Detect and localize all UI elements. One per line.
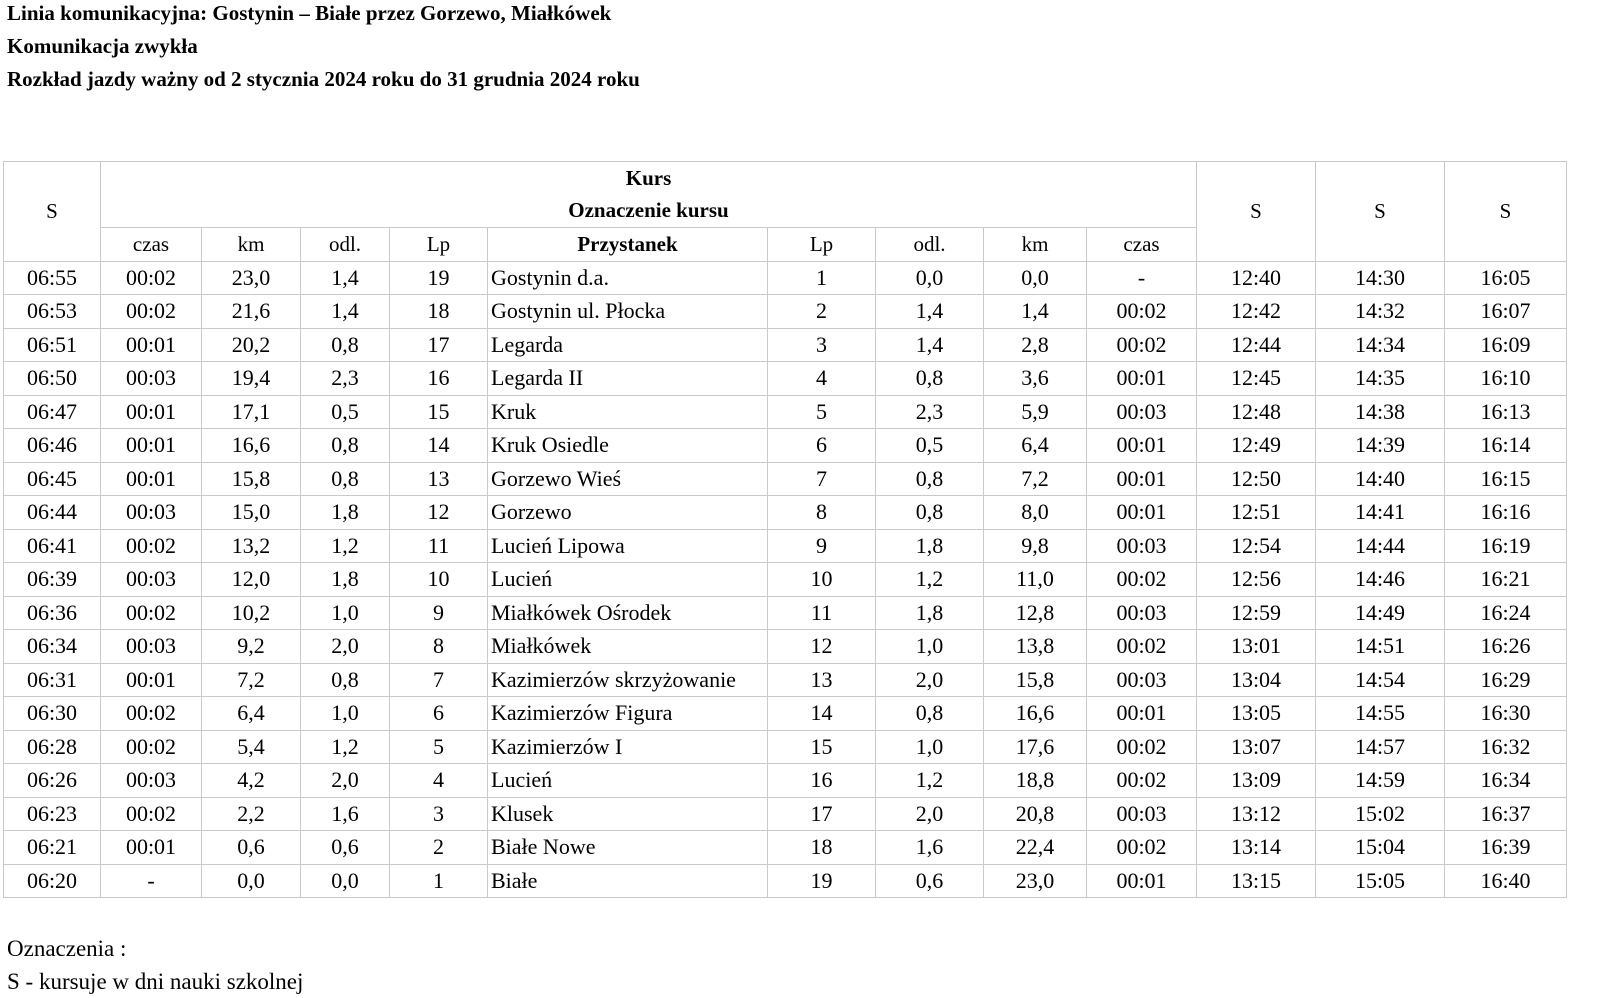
departure-1: 12:54 bbox=[1197, 529, 1316, 563]
fwd-km: 12,8 bbox=[984, 596, 1087, 630]
back-lp: 6 bbox=[390, 697, 488, 731]
departure-3: 16:29 bbox=[1445, 663, 1567, 697]
departure-3: 16:16 bbox=[1445, 496, 1567, 530]
return-time: 06:28 bbox=[4, 730, 101, 764]
fwd-km: 3,6 bbox=[984, 362, 1087, 396]
table-row bbox=[4, 529, 1567, 563]
fwd-czas: 00:02 bbox=[1087, 328, 1197, 362]
fwd-odl: 0,8 bbox=[876, 462, 984, 496]
departure-1: 13:04 bbox=[1197, 663, 1316, 697]
return-time: 06:39 bbox=[4, 563, 101, 597]
departure-1: 13:09 bbox=[1197, 764, 1316, 798]
back-odl: 1,0 bbox=[301, 697, 390, 731]
fwd-lp: 17 bbox=[768, 797, 876, 831]
table-row bbox=[4, 764, 1567, 798]
back-czas: 00:01 bbox=[101, 328, 202, 362]
departure-3: 16:26 bbox=[1445, 630, 1567, 664]
return-time: 06:55 bbox=[4, 261, 101, 295]
back-lp: 7 bbox=[390, 663, 488, 697]
stop-name: Miałkówek bbox=[488, 630, 768, 664]
fwd-czas: 00:02 bbox=[1087, 563, 1197, 597]
back-czas: 00:03 bbox=[101, 496, 202, 530]
fwd-km: 9,8 bbox=[984, 529, 1087, 563]
return-time: 06:53 bbox=[4, 295, 101, 329]
departure-2: 14:59 bbox=[1316, 764, 1445, 798]
table-row bbox=[4, 328, 1567, 362]
fwd-odl: 1,2 bbox=[876, 563, 984, 597]
back-km: 4,2 bbox=[202, 764, 301, 798]
departure-1: 12:59 bbox=[1197, 596, 1316, 630]
validity-period: Rozkład jazdy ważny od 2 stycznia 2024 roku do 31 grudnia 2024 roku bbox=[7, 67, 640, 91]
departure-1: 12:45 bbox=[1197, 362, 1316, 396]
fwd-lp: 19 bbox=[768, 864, 876, 898]
fwd-lp: 1 bbox=[768, 261, 876, 295]
table-row bbox=[4, 797, 1567, 831]
back-czas: 00:02 bbox=[101, 730, 202, 764]
fwd-km: 6,4 bbox=[984, 429, 1087, 463]
back-lp: 1 bbox=[390, 864, 488, 898]
col-header-s-return: S bbox=[4, 162, 101, 262]
back-lp: 10 bbox=[390, 563, 488, 597]
return-time: 06:31 bbox=[4, 663, 101, 697]
departure-2: 14:39 bbox=[1316, 429, 1445, 463]
back-km: 0,6 bbox=[202, 831, 301, 865]
back-odl: 0,0 bbox=[301, 864, 390, 898]
fwd-odl: 1,8 bbox=[876, 596, 984, 630]
back-km: 21,6 bbox=[202, 295, 301, 329]
fwd-km: 1,4 bbox=[984, 295, 1087, 329]
departure-3: 16:21 bbox=[1445, 563, 1567, 597]
back-km: 12,0 bbox=[202, 563, 301, 597]
back-km: 0,0 bbox=[202, 864, 301, 898]
departure-2: 14:49 bbox=[1316, 596, 1445, 630]
table-row bbox=[4, 831, 1567, 865]
back-czas: 00:02 bbox=[101, 697, 202, 731]
fwd-odl: 1,4 bbox=[876, 295, 984, 329]
fwd-odl: 1,6 bbox=[876, 831, 984, 865]
fwd-odl: 0,8 bbox=[876, 362, 984, 396]
back-km: 17,1 bbox=[202, 395, 301, 429]
back-lp: 15 bbox=[390, 395, 488, 429]
fwd-km: 18,8 bbox=[984, 764, 1087, 798]
departure-1: 12:48 bbox=[1197, 395, 1316, 429]
departure-1: 12:49 bbox=[1197, 429, 1316, 463]
back-lp: 19 bbox=[390, 261, 488, 295]
col-header-odl-fwd: odl. bbox=[876, 228, 984, 262]
fwd-km: 17,6 bbox=[984, 730, 1087, 764]
fwd-lp: 4 bbox=[768, 362, 876, 396]
fwd-lp: 12 bbox=[768, 630, 876, 664]
stop-name: Legarda bbox=[488, 328, 768, 362]
fwd-czas: 00:02 bbox=[1087, 295, 1197, 329]
stop-name: Gorzewo bbox=[488, 496, 768, 530]
back-lp: 5 bbox=[390, 730, 488, 764]
departure-1: 13:07 bbox=[1197, 730, 1316, 764]
back-czas: - bbox=[101, 864, 202, 898]
fwd-czas: 00:03 bbox=[1087, 797, 1197, 831]
departure-1: 12:40 bbox=[1197, 261, 1316, 295]
departure-3: 16:07 bbox=[1445, 295, 1567, 329]
departure-2: 14:30 bbox=[1316, 261, 1445, 295]
fwd-czas: 00:03 bbox=[1087, 663, 1197, 697]
departure-3: 16:32 bbox=[1445, 730, 1567, 764]
col-header-lp-fwd: Lp bbox=[768, 228, 876, 262]
col-header-s-2: S bbox=[1316, 162, 1445, 262]
fwd-km: 13,8 bbox=[984, 630, 1087, 664]
fwd-odl: 0,6 bbox=[876, 864, 984, 898]
fwd-km: 15,8 bbox=[984, 663, 1087, 697]
line-title: Linia komunikacyjna: Gostynin – Białe przez Gorzewo, Miałkówek bbox=[7, 1, 612, 25]
return-time: 06:51 bbox=[4, 328, 101, 362]
back-km: 2,2 bbox=[202, 797, 301, 831]
table-row bbox=[4, 429, 1567, 463]
back-odl: 1,8 bbox=[301, 496, 390, 530]
departure-2: 14:38 bbox=[1316, 395, 1445, 429]
fwd-czas: 00:03 bbox=[1087, 395, 1197, 429]
fwd-lp: 7 bbox=[768, 462, 876, 496]
fwd-odl: 2,3 bbox=[876, 395, 984, 429]
fwd-czas: 00:01 bbox=[1087, 429, 1197, 463]
back-lp: 17 bbox=[390, 328, 488, 362]
back-odl: 0,6 bbox=[301, 831, 390, 865]
table-row bbox=[4, 663, 1567, 697]
stop-name: Klusek bbox=[488, 797, 768, 831]
back-km: 13,2 bbox=[202, 529, 301, 563]
fwd-lp: 13 bbox=[768, 663, 876, 697]
departure-2: 14:44 bbox=[1316, 529, 1445, 563]
departure-2: 14:57 bbox=[1316, 730, 1445, 764]
back-km: 19,4 bbox=[202, 362, 301, 396]
stop-name: Kruk Osiedle bbox=[488, 429, 768, 463]
back-czas: 00:03 bbox=[101, 764, 202, 798]
back-czas: 00:01 bbox=[101, 395, 202, 429]
back-lp: 2 bbox=[390, 831, 488, 865]
departure-2: 14:32 bbox=[1316, 295, 1445, 329]
return-time: 06:30 bbox=[4, 697, 101, 731]
stop-name: Gorzewo Wieś bbox=[488, 462, 768, 496]
return-time: 06:46 bbox=[4, 429, 101, 463]
fwd-odl: 1,4 bbox=[876, 328, 984, 362]
fwd-odl: 0,0 bbox=[876, 261, 984, 295]
back-km: 6,4 bbox=[202, 697, 301, 731]
departure-1: 13:12 bbox=[1197, 797, 1316, 831]
col-header-lp-back: Lp bbox=[390, 228, 488, 262]
fwd-czas: - bbox=[1087, 261, 1197, 295]
return-time: 06:21 bbox=[4, 831, 101, 865]
stop-name: Miałkówek Ośrodek bbox=[488, 596, 768, 630]
departure-3: 16:05 bbox=[1445, 261, 1567, 295]
kurs-header: Kurs bbox=[101, 162, 1197, 195]
fwd-lp: 2 bbox=[768, 295, 876, 329]
return-time: 06:34 bbox=[4, 630, 101, 664]
fwd-odl: 0,5 bbox=[876, 429, 984, 463]
back-lp: 14 bbox=[390, 429, 488, 463]
back-odl: 1,2 bbox=[301, 529, 390, 563]
departure-2: 14:41 bbox=[1316, 496, 1445, 530]
back-km: 16,6 bbox=[202, 429, 301, 463]
fwd-odl: 1,8 bbox=[876, 529, 984, 563]
departure-3: 16:37 bbox=[1445, 797, 1567, 831]
stop-name: Lucień Lipowa bbox=[488, 529, 768, 563]
oznaczenie-kursu-header: Oznaczenie kursu bbox=[101, 195, 1197, 228]
fwd-km: 16,6 bbox=[984, 697, 1087, 731]
return-time: 06:50 bbox=[4, 362, 101, 396]
table-row bbox=[4, 395, 1567, 429]
table-row bbox=[4, 630, 1567, 664]
departure-3: 16:14 bbox=[1445, 429, 1567, 463]
fwd-lp: 15 bbox=[768, 730, 876, 764]
fwd-czas: 00:03 bbox=[1087, 529, 1197, 563]
back-odl: 0,8 bbox=[301, 663, 390, 697]
back-odl: 0,5 bbox=[301, 395, 390, 429]
table-row bbox=[4, 730, 1567, 764]
back-odl: 0,8 bbox=[301, 462, 390, 496]
fwd-czas: 00:01 bbox=[1087, 697, 1197, 731]
back-czas: 00:02 bbox=[101, 295, 202, 329]
col-header-czas-fwd: czas bbox=[1087, 228, 1197, 262]
departure-3: 16:40 bbox=[1445, 864, 1567, 898]
back-odl: 1,4 bbox=[301, 261, 390, 295]
back-lp: 11 bbox=[390, 529, 488, 563]
stop-name: Kruk bbox=[488, 395, 768, 429]
table-row bbox=[4, 496, 1567, 530]
back-lp: 16 bbox=[390, 362, 488, 396]
legend-s-description: S - kursuje w dni nauki szkolnej bbox=[7, 969, 304, 994]
fwd-lp: 3 bbox=[768, 328, 876, 362]
fwd-czas: 00:01 bbox=[1087, 462, 1197, 496]
stop-name: Gostynin ul. Płocka bbox=[488, 295, 768, 329]
departure-1: 12:44 bbox=[1197, 328, 1316, 362]
fwd-czas: 00:02 bbox=[1087, 764, 1197, 798]
fwd-czas: 00:02 bbox=[1087, 630, 1197, 664]
stop-name: Kazimierzów Figura bbox=[488, 697, 768, 731]
departure-1: 13:14 bbox=[1197, 831, 1316, 865]
fwd-lp: 11 bbox=[768, 596, 876, 630]
col-header-czas-back: czas bbox=[101, 228, 202, 262]
fwd-km: 20,8 bbox=[984, 797, 1087, 831]
return-time: 06:26 bbox=[4, 764, 101, 798]
col-header-s-3: S bbox=[1445, 162, 1567, 262]
fwd-lp: 18 bbox=[768, 831, 876, 865]
back-km: 15,8 bbox=[202, 462, 301, 496]
fwd-czas: 00:01 bbox=[1087, 496, 1197, 530]
departure-3: 16:30 bbox=[1445, 697, 1567, 731]
timetable bbox=[3, 161, 1567, 898]
fwd-odl: 0,8 bbox=[876, 697, 984, 731]
fwd-km: 5,9 bbox=[984, 395, 1087, 429]
back-odl: 0,8 bbox=[301, 429, 390, 463]
back-czas: 00:02 bbox=[101, 261, 202, 295]
back-km: 10,2 bbox=[202, 596, 301, 630]
departure-3: 16:15 bbox=[1445, 462, 1567, 496]
fwd-lp: 6 bbox=[768, 429, 876, 463]
return-time: 06:41 bbox=[4, 529, 101, 563]
departure-2: 14:35 bbox=[1316, 362, 1445, 396]
departure-3: 16:19 bbox=[1445, 529, 1567, 563]
back-odl: 2,0 bbox=[301, 764, 390, 798]
fwd-km: 8,0 bbox=[984, 496, 1087, 530]
fwd-czas: 00:01 bbox=[1087, 362, 1197, 396]
departure-3: 16:09 bbox=[1445, 328, 1567, 362]
fwd-lp: 14 bbox=[768, 697, 876, 731]
stop-name: Białe Nowe bbox=[488, 831, 768, 865]
departure-1: 13:01 bbox=[1197, 630, 1316, 664]
back-lp: 9 bbox=[390, 596, 488, 630]
stop-name: Lucień bbox=[488, 563, 768, 597]
departure-3: 16:13 bbox=[1445, 395, 1567, 429]
fwd-lp: 9 bbox=[768, 529, 876, 563]
table-row bbox=[4, 462, 1567, 496]
return-time: 06:36 bbox=[4, 596, 101, 630]
fwd-km: 22,4 bbox=[984, 831, 1087, 865]
fwd-odl: 1,0 bbox=[876, 630, 984, 664]
fwd-lp: 10 bbox=[768, 563, 876, 597]
fwd-odl: 0,8 bbox=[876, 496, 984, 530]
legend-title: Oznaczenia : bbox=[7, 936, 127, 961]
departure-2: 14:54 bbox=[1316, 663, 1445, 697]
back-km: 9,2 bbox=[202, 630, 301, 664]
back-odl: 1,8 bbox=[301, 563, 390, 597]
stop-name: Legarda II bbox=[488, 362, 768, 396]
back-lp: 13 bbox=[390, 462, 488, 496]
back-odl: 1,6 bbox=[301, 797, 390, 831]
departure-2: 14:40 bbox=[1316, 462, 1445, 496]
departure-2: 15:05 bbox=[1316, 864, 1445, 898]
departure-2: 14:34 bbox=[1316, 328, 1445, 362]
back-km: 23,0 bbox=[202, 261, 301, 295]
fwd-czas: 00:01 bbox=[1087, 864, 1197, 898]
departure-1: 13:15 bbox=[1197, 864, 1316, 898]
back-lp: 12 bbox=[390, 496, 488, 530]
back-czas: 00:03 bbox=[101, 630, 202, 664]
fwd-km: 11,0 bbox=[984, 563, 1087, 597]
back-lp: 8 bbox=[390, 630, 488, 664]
back-czas: 00:03 bbox=[101, 362, 202, 396]
service-type: Komunikacja zwykła bbox=[7, 34, 198, 58]
departure-2: 14:51 bbox=[1316, 630, 1445, 664]
fwd-km: 2,8 bbox=[984, 328, 1087, 362]
departure-2: 15:04 bbox=[1316, 831, 1445, 865]
back-odl: 1,4 bbox=[301, 295, 390, 329]
departure-1: 13:05 bbox=[1197, 697, 1316, 731]
back-km: 7,2 bbox=[202, 663, 301, 697]
back-km: 5,4 bbox=[202, 730, 301, 764]
back-km: 15,0 bbox=[202, 496, 301, 530]
stop-name: Kazimierzów I bbox=[488, 730, 768, 764]
table-row bbox=[4, 697, 1567, 731]
departure-1: 12:56 bbox=[1197, 563, 1316, 597]
col-header-odl-back: odl. bbox=[301, 228, 390, 262]
fwd-odl: 2,0 bbox=[876, 797, 984, 831]
back-czas: 00:02 bbox=[101, 797, 202, 831]
return-time: 06:23 bbox=[4, 797, 101, 831]
fwd-odl: 1,2 bbox=[876, 764, 984, 798]
departure-1: 12:51 bbox=[1197, 496, 1316, 530]
col-header-s-1: S bbox=[1197, 162, 1316, 262]
back-czas: 00:01 bbox=[101, 462, 202, 496]
table-row bbox=[4, 596, 1567, 630]
departure-3: 16:39 bbox=[1445, 831, 1567, 865]
fwd-czas: 00:02 bbox=[1087, 730, 1197, 764]
fwd-lp: 16 bbox=[768, 764, 876, 798]
table-row bbox=[4, 362, 1567, 396]
back-czas: 00:01 bbox=[101, 429, 202, 463]
departure-3: 16:34 bbox=[1445, 764, 1567, 798]
back-odl: 2,0 bbox=[301, 630, 390, 664]
back-lp: 3 bbox=[390, 797, 488, 831]
departure-2: 14:55 bbox=[1316, 697, 1445, 731]
fwd-km: 0,0 bbox=[984, 261, 1087, 295]
table-row bbox=[4, 864, 1567, 898]
return-time: 06:20 bbox=[4, 864, 101, 898]
stop-name: Lucień bbox=[488, 764, 768, 798]
fwd-km: 23,0 bbox=[984, 864, 1087, 898]
fwd-odl: 1,0 bbox=[876, 730, 984, 764]
back-odl: 1,0 bbox=[301, 596, 390, 630]
return-time: 06:45 bbox=[4, 462, 101, 496]
back-odl: 2,3 bbox=[301, 362, 390, 396]
departure-1: 12:50 bbox=[1197, 462, 1316, 496]
departure-2: 15:02 bbox=[1316, 797, 1445, 831]
departure-1: 12:42 bbox=[1197, 295, 1316, 329]
col-header-km-back: km bbox=[202, 228, 301, 262]
fwd-lp: 8 bbox=[768, 496, 876, 530]
col-header-przystanek: Przystanek bbox=[488, 228, 768, 262]
fwd-lp: 5 bbox=[768, 395, 876, 429]
departure-2: 14:46 bbox=[1316, 563, 1445, 597]
departure-3: 16:10 bbox=[1445, 362, 1567, 396]
stop-name: Białe bbox=[488, 864, 768, 898]
table-row bbox=[4, 563, 1567, 597]
back-lp: 18 bbox=[390, 295, 488, 329]
stop-name: Kazimierzów skrzyżowanie bbox=[488, 663, 768, 697]
back-odl: 1,2 bbox=[301, 730, 390, 764]
table-row bbox=[4, 295, 1567, 329]
back-km: 20,2 bbox=[202, 328, 301, 362]
departure-3: 16:24 bbox=[1445, 596, 1567, 630]
table-row bbox=[4, 261, 1567, 295]
return-time: 06:44 bbox=[4, 496, 101, 530]
back-czas: 00:02 bbox=[101, 529, 202, 563]
fwd-odl: 2,0 bbox=[876, 663, 984, 697]
back-odl: 0,8 bbox=[301, 328, 390, 362]
back-czas: 00:01 bbox=[101, 831, 202, 865]
return-time: 06:47 bbox=[4, 395, 101, 429]
col-header-km-fwd: km bbox=[984, 228, 1087, 262]
fwd-czas: 00:02 bbox=[1087, 831, 1197, 865]
fwd-km: 7,2 bbox=[984, 462, 1087, 496]
stop-name: Gostynin d.a. bbox=[488, 261, 768, 295]
back-czas: 00:02 bbox=[101, 596, 202, 630]
back-lp: 4 bbox=[390, 764, 488, 798]
back-czas: 00:03 bbox=[101, 563, 202, 597]
back-czas: 00:01 bbox=[101, 663, 202, 697]
fwd-czas: 00:03 bbox=[1087, 596, 1197, 630]
